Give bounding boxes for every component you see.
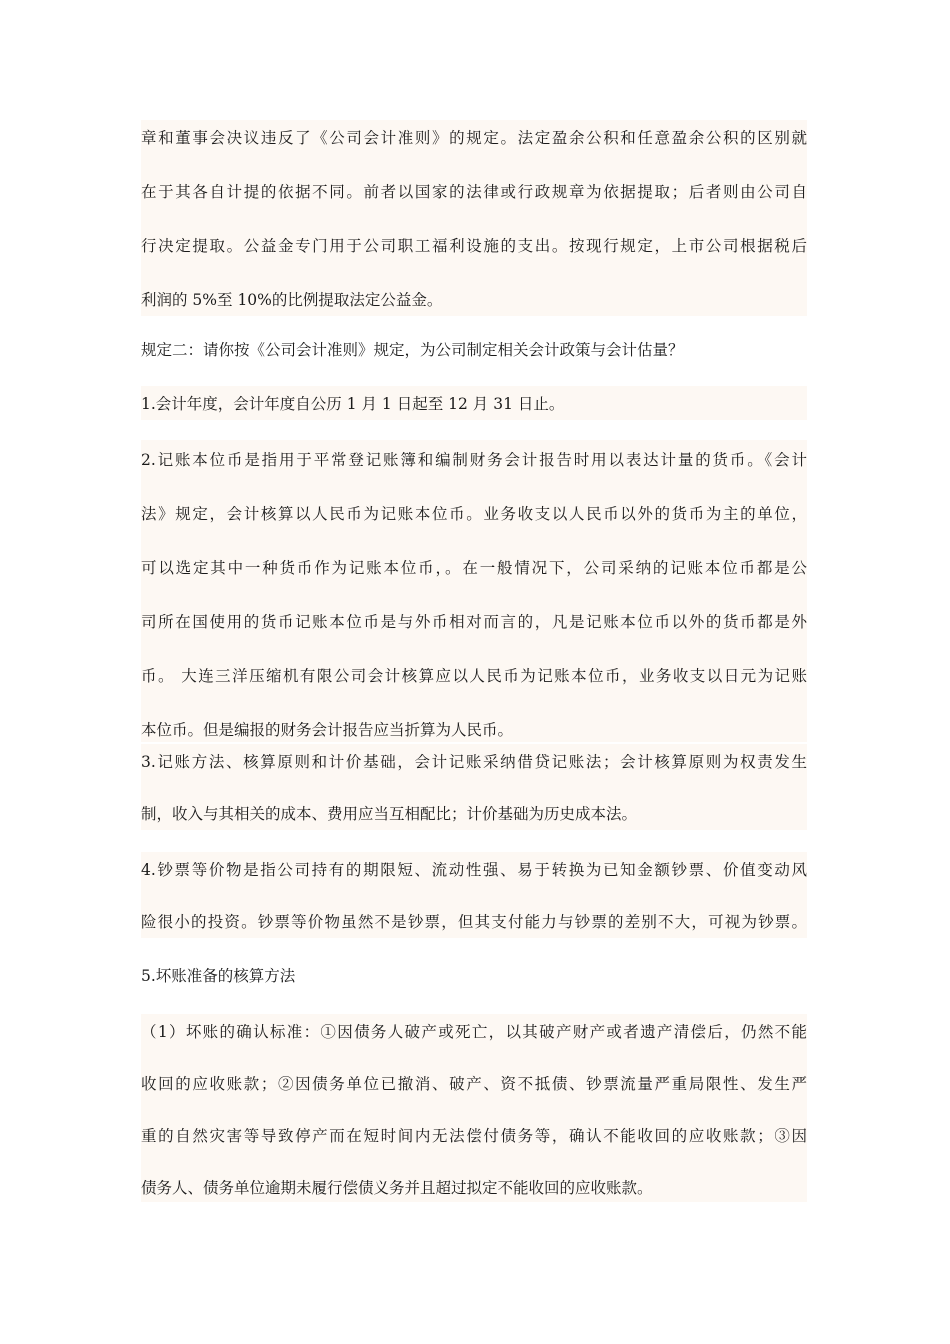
list-item-bad-debt-heading xyxy=(141,960,807,992)
text-line: 债务人、债务单位逾期未履行偿债义务并且超过拟定不能收回的应收账款。 xyxy=(141,1179,653,1197)
text-line: 司所在国使用的货币记账本位币是与外币相对而言的，凡是记账本位币以外的货币都是外 xyxy=(141,613,807,631)
text-line: 行决定提取。公益金专门用于公司职工福利设施的支出。按现行规定，上市公司根据税后 xyxy=(141,237,807,255)
paragraph-surplus-reserve xyxy=(141,120,807,316)
text-line: 法》规定，会计核算以人民币为记账本位币。业务收支以人民币以外的货币为主的单位， xyxy=(141,505,807,523)
text-line: 规定二：请你按《公司会计准则》规定，为公司制定相关会计政策与会计估量？ xyxy=(141,341,684,359)
text-line: 4.钞票等价物是指公司持有的期限短、流动性强、易于转换为已知金额钞票、价值变动风 xyxy=(141,861,807,879)
text-line: 在于其各自计提的依据不同。前者以国家的法律或行政规章为依据提取；后者则由公司自 xyxy=(141,183,807,201)
text-line: 章和董事会决议违反了《公司会计准则》的规定。法定盈余公积和任意盈余公积的区别就 xyxy=(141,129,807,147)
text-line: （1）坏账的确认标准：①因债务人破产或死亡，以其破产财产或者遗产清偿后，仍然不能 xyxy=(141,1023,807,1041)
text-line: 收回的应收账款；②因债务单位已撤消、破产、资不抵债、钞票流量严重局限性、发生严 xyxy=(141,1075,807,1093)
text-line: 险很小的投资。钞票等价物虽然不是钞票，但其支付能力与钞票的差别不大，可视为钞票。 xyxy=(141,913,807,931)
text-line: 制，收入与其相关的成本、费用应当互相配比；计价基础为历史成本法。 xyxy=(141,805,638,823)
list-item-functional-currency xyxy=(141,440,807,742)
text-line: 2.记账本位币是指用于平常登记账簿和编制财务会计报告时用以表达计量的货币。《会计 xyxy=(141,451,807,469)
text-line: 可以选定其中一种货币作为记账本位币，。在一般情况下，公司采纳的记账本位币都是公 xyxy=(141,559,807,577)
paragraph-question-two xyxy=(141,332,807,368)
list-item-cash-equivalents xyxy=(141,852,807,938)
text-line: 1.会计年度，会计年度自公历 1 月 1 日起至 12 月 31 日止。 xyxy=(141,395,565,413)
list-item-bookkeeping-method xyxy=(141,744,807,830)
list-item-fiscal-year xyxy=(141,386,807,420)
paragraph-bad-debt-criteria xyxy=(141,1014,807,1202)
text-line: 重的自然灾害等导致停产而在短时间内无法偿付债务等，确认不能收回的应收账款；③因 xyxy=(141,1127,807,1145)
text-line: 3.记账方法、核算原则和计价基础，会计记账采纳借贷记账法；会计核算原则为权责发生 xyxy=(141,753,807,771)
text-line: 本位币。但是编报的财务会计报告应当折算为人民币。 xyxy=(141,721,514,739)
text-line: 利润的 5%至 10%的比例提取法定公益金。 xyxy=(141,291,443,309)
text-line: 5.坏账准备的核算方法 xyxy=(141,967,296,985)
text-line: 币。 大连三洋压缩机有限公司会计核算应以人民币为记账本位币，业务收支以日元为记账 xyxy=(141,667,807,685)
